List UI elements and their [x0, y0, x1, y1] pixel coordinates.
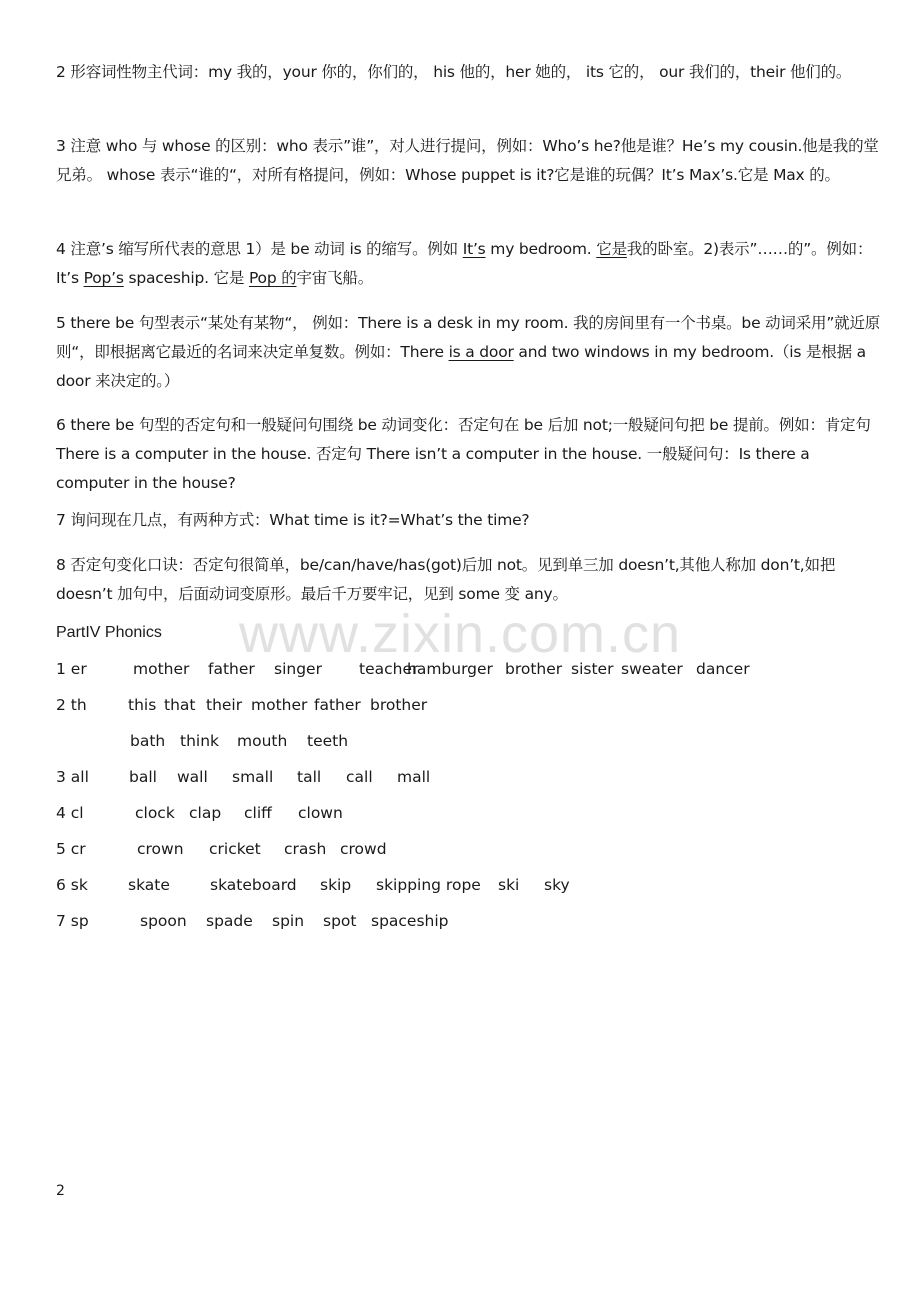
phonics-row: [56, 764, 896, 790]
rule-4-text-2: my bedroom.: [485, 240, 597, 258]
phonics-row: [56, 800, 896, 826]
phonics-word: sister: [571, 660, 614, 678]
phonics-word: crown: [137, 840, 184, 858]
phonics-row-label: 7 sp: [56, 912, 89, 930]
phonics-word: think: [180, 732, 220, 750]
phonics-word: father: [314, 696, 361, 714]
rule-5-underline-is-a-door: is a door: [448, 343, 514, 361]
rule-5-there-be: [56, 309, 882, 396]
phonics-word: their: [206, 696, 243, 714]
phonics-word: sweater: [621, 660, 683, 678]
phonics-word: bath: [130, 732, 166, 750]
phonics-word: clap: [189, 804, 222, 822]
phonics-word: spade: [206, 912, 253, 930]
rule-7-asking-time: 7 询问现在几点，有两种方式：What time is it?=What’s the time?: [56, 511, 530, 529]
phonics-word: this: [128, 696, 157, 714]
phonics-word: teacher: [359, 660, 419, 678]
phonics-word: ski: [498, 876, 520, 894]
rule-5-text-1: 5 there be 句型表示“某处有某物“， 例如：There is a desk in my room. 我的房间里有一个书桌。be 动词采用”就近原则“，即根据离它最近的名词来决定单复数。例如：There: [56, 314, 881, 361]
watermark: www.zixin.com.cn: [238, 604, 682, 664]
page-number: 2: [56, 1183, 65, 1199]
rule-4-text-3: 我的卧室。2)表示”……的”。例如：It’s: [56, 240, 873, 287]
phonics-word: father: [208, 660, 255, 678]
phonics-word: clown: [298, 804, 343, 822]
rule-5-text-2: and two windows in my bedroom.（is 是根据 a door 来决定的。）: [56, 343, 866, 390]
phonics-row-label: 3 all: [56, 768, 89, 786]
phonics-row: [56, 692, 896, 718]
phonics-word: skip: [320, 876, 352, 894]
phonics-word: mall: [397, 768, 431, 786]
phonics-row-label: 2 th: [56, 696, 87, 714]
phonics-word: teeth: [307, 732, 349, 750]
phonics-word: spin: [272, 912, 305, 930]
phonics-word: call: [346, 768, 373, 786]
rule-4-text-1: 4 注意’s 缩写所代表的意思 1）是 be 动词 is 的缩写。例如: [56, 240, 463, 258]
rule-3-who-vs-whose: 3 注意 who 与 whose 的区别：who 表示”谁”，对人进行提问，例如：Who’s he?他是谁？He’s my cousin.他是我的堂兄弟。 whose 表示“谁的“，对所有格提问，例如：Whose puppet is it?它是谁的玩偶？It’s Max’s.它是 Max 的。: [56, 137, 879, 184]
phonics-word: clock: [135, 804, 175, 822]
phonics-row-label: 5 cr: [56, 840, 86, 858]
rule-4-underline-its: It’s: [462, 240, 486, 258]
phonics-word: mother: [251, 696, 308, 714]
phonics-row: [56, 656, 896, 682]
phonics-word: brother: [505, 660, 563, 678]
phonics-row: [56, 728, 896, 754]
phonics-word: mouth: [237, 732, 288, 750]
phonics-word: crash: [284, 840, 327, 858]
phonics-row-label: 4 cl: [56, 804, 84, 822]
phonics-word: brother: [370, 696, 428, 714]
phonics-word: cricket: [209, 840, 261, 858]
phonics-word: spot: [323, 912, 357, 930]
rule-6-there-be-negative-question: 6 there be 句型的否定句和一般疑问句围绕 be 动词变化：否定句在 be 后加 not;一般疑问句把 be 提前。例如：肯定句 There is a computer in the house. 否定句 There isn’t a computer in the house. 一般疑问句：Is there a computer in the house?: [56, 416, 871, 492]
phonics-word: dancer: [696, 660, 750, 678]
rule-4-underline-tashi: 它是: [596, 240, 627, 258]
phonics-word: ball: [129, 768, 157, 786]
rule-4-text-4: spaceship. 它是: [123, 269, 249, 287]
phonics-word: skate: [128, 876, 170, 894]
rule-4-apostrophe-s: [56, 235, 882, 293]
phonics-row: [56, 908, 896, 934]
phonics-word: small: [232, 768, 274, 786]
phonics-word: skateboard: [210, 876, 297, 894]
phonics-word: hamburger: [407, 660, 493, 678]
phonics-word: skipping rope: [376, 876, 481, 894]
phonics-word: singer: [274, 660, 322, 678]
phonics-word: that: [164, 696, 196, 714]
phonics-row: [56, 872, 896, 898]
rule-2-possessive-adjectives: 2 形容词性物主代词：my 我的，your 你的，你们的， his 他的，her 她的， its 它的， our 我们的，their 他们的。: [56, 63, 852, 81]
phonics-word: mother: [133, 660, 190, 678]
phonics-word: sky: [544, 876, 570, 894]
phonics-word: spoon: [140, 912, 187, 930]
phonics-word: wall: [177, 768, 208, 786]
phonics-heading: PartIV Phonics: [56, 624, 162, 641]
phonics-word: crowd: [340, 840, 387, 858]
phonics-word: cliff: [244, 804, 272, 822]
phonics-word: spaceship: [371, 912, 449, 930]
phonics-row: [56, 836, 896, 862]
rule-8-negation-rhyme: 8 否定句变化口诀：否定句很简单，be/can/have/has(got)后加 not。见到单三加 doesn’t,其他人称加 don’t,如把 doesn’t 加句中，后面动词变原形。最后千万要牢记，见到 some 变 any。: [56, 556, 836, 603]
rule-4-text-5: 宇宙飞船。: [296, 269, 374, 287]
rule-4-underline-pops: Pop’s: [83, 269, 124, 287]
rule-4-underline-pop-de: Pop 的: [248, 269, 297, 287]
phonics-row-label: 1 er: [56, 660, 87, 678]
phonics-word: tall: [297, 768, 322, 786]
phonics-row-label: 6 sk: [56, 876, 88, 894]
